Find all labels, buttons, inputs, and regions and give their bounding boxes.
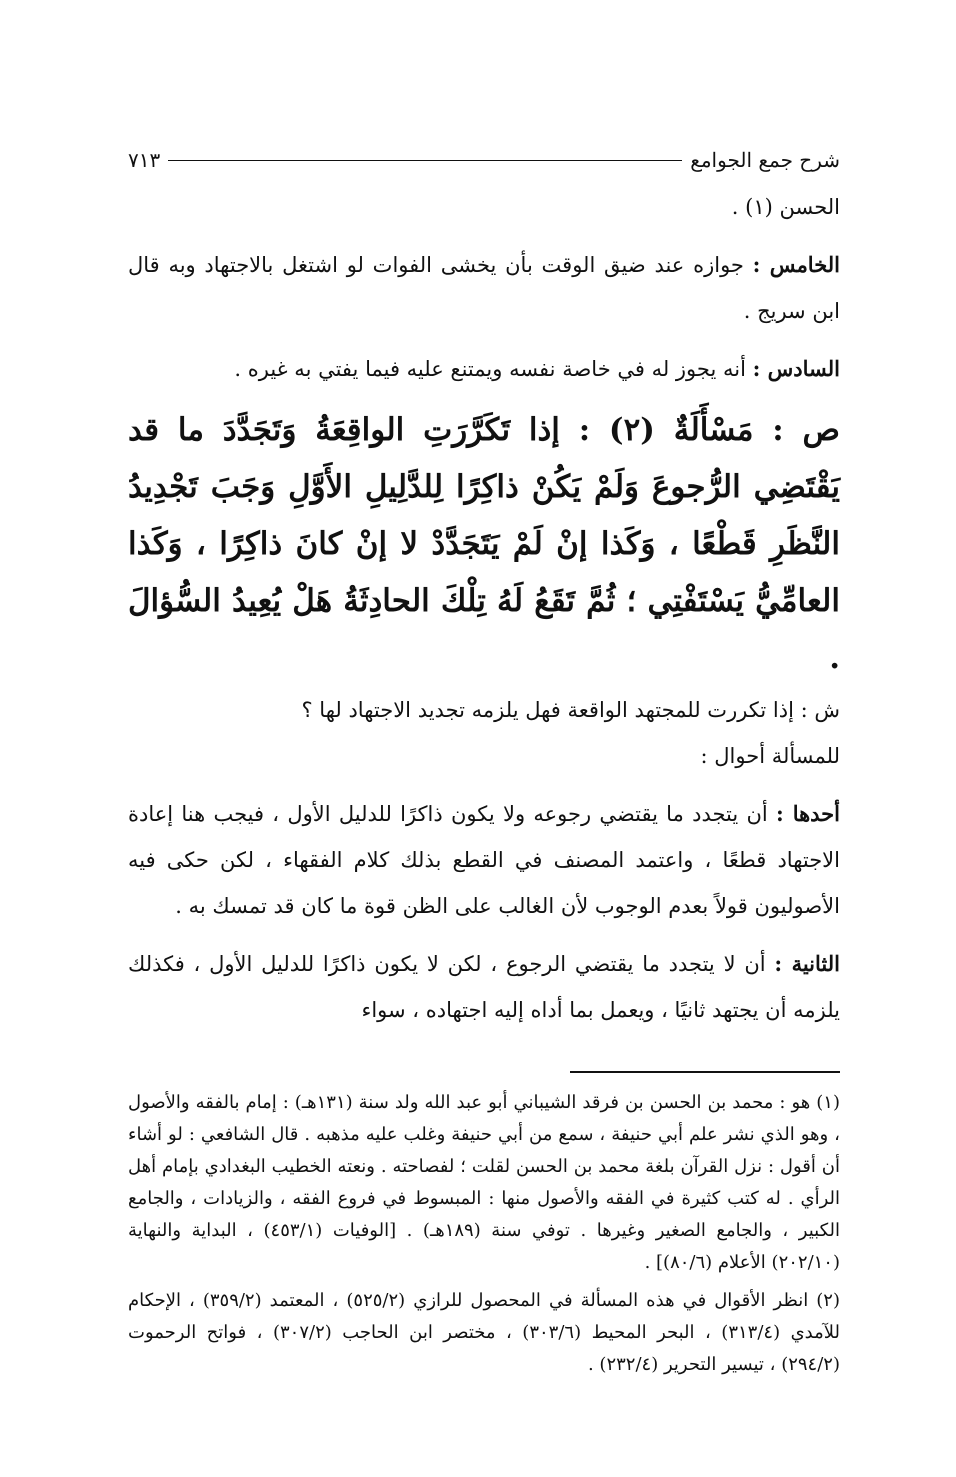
matn-text: ص : مَسْأَلَةٌ (٢) : إذا تَكَرَّرَتِ الواقِعَةُ وَتَجَدَّدَ ما قد يَقْتَضِي الرُّجوعَ وَلَمْ يَكُنْ ذاكِرًا لِلدَّلِيلِ الأَوَّلِ وَجَبَ تَجْدِيدُ النَّظَرِ قَطْعًا ، وَكَذا إنْ لَمْ يَتَجَدَّدْ لا إنْ كانَ ذاكِرًا ، وَكَذا العامِّيُّ يَسْتَفْتِي ؛ ثُمَّ تَقَعُ لَهُ تِلْكَ الحادِثَةُ هَلْ يُعِيدُ السُّؤالَ . xyxy=(128,412,840,676)
paragraph-lead: الخامس : xyxy=(752,252,840,277)
footnote-separator xyxy=(570,1071,840,1073)
footnote-2: (٢) انظر الأقوال في هذه المسألة في المحصول للرازي (٥٢٥/٢) ، المعتمد (٣٥٩/٢) ، الإحكام للآمدي (٣١٣/٤) ، البحر المحيط (٣٠٣/٦) ، مختصر ابن الحاجب (٣٠٧/٢) ، فواتح الرحموت (٢٩٤/٢) ، تيسير التحرير (٢٣٢/٤) . xyxy=(128,1290,840,1375)
page-header xyxy=(128,140,840,180)
paragraph-text: جوازه عند ضيق الوقت بأن يخشى الفوات لو اشتغل بالاجتهاد وبه قال ابن سريج . xyxy=(128,253,840,323)
page-number: ٧١٣ xyxy=(128,148,161,172)
paragraph-fifth-opinion xyxy=(128,242,840,334)
header-rule xyxy=(168,160,682,161)
paragraph-sixth-opinion xyxy=(128,346,840,392)
running-title: شرح جمع الجوامع xyxy=(690,148,840,172)
paragraph-text: أنه يجوز له في خاصة نفسه ويمتنع عليه فيما يفتي به غيره . xyxy=(234,357,753,381)
sharh-question: ش : إذا تكررت للمجتهد الواقعة فهل يلزمه تجديد الاجتهاد لها ؟ xyxy=(301,698,840,722)
footnote-1: (١) هو : محمد بن الحسن بن فرقد الشيباني أبو عبد الله ولد سنة (١٣١هـ) : إمام بالفقه والأصول ، وهو الذي نشر علم أبي حنيفة ، سمع من أبي حنيفة وغلب عليه مذهبه . قال الشافعي : لو أشاء أن أقول : نزل القرآن بلغة محمد بن الحسن لقلت ؛ لفصاحته . ونعته الخطيب البغدادي بإمام أهل الرأي . له كتب كثيرة في الفقه والأصول منها : المبسوط في فروع الفقه ، والزيادات ، والجامع الكبير ، والجامع الصغير وغيرها . توفي سنة (١٨٩هـ) . [الوفيات (٤٥٣/١) ، البداية والنهاية (٢٠٢/١٠) الأعلام (٨٠/٦)] . xyxy=(128,1092,840,1273)
paragraph-text: أن لا يتجدد ما يقتضي الرجوع ، لكن لا يكون ذاكرًا للدليل الأول ، فكذلك يلزمه أن يجتهد ثانيًا ، ويعمل بما أداه إليه اجتهاده ، سواء xyxy=(128,952,840,1022)
paragraph-continuation: الحسن (١) . xyxy=(731,195,840,219)
paragraph-second-case xyxy=(128,941,840,1033)
cases-intro: للمسألة أحوال : xyxy=(700,744,840,768)
paragraph-lead: الثانية : xyxy=(774,951,840,976)
paragraph-text: أن يتجدد ما يقتضي رجوعه ولا يكون ذاكرًا للدليل الأول ، فيجب هنا إعادة الاجتهاد قطعًا ، واعتمد المصنف في القطع بذلك كلام الفقهاء ، لكن حكى فيه الأصوليون قولاً بعدم الوجوب لأن الغالب على الظن قوة ما كان قد تمسك به . xyxy=(128,802,840,918)
book-page xyxy=(128,140,840,1387)
paragraph-lead: أحدها : xyxy=(776,801,841,826)
paragraph-first-case xyxy=(128,791,840,929)
paragraph-lead: السادس : xyxy=(752,356,840,381)
